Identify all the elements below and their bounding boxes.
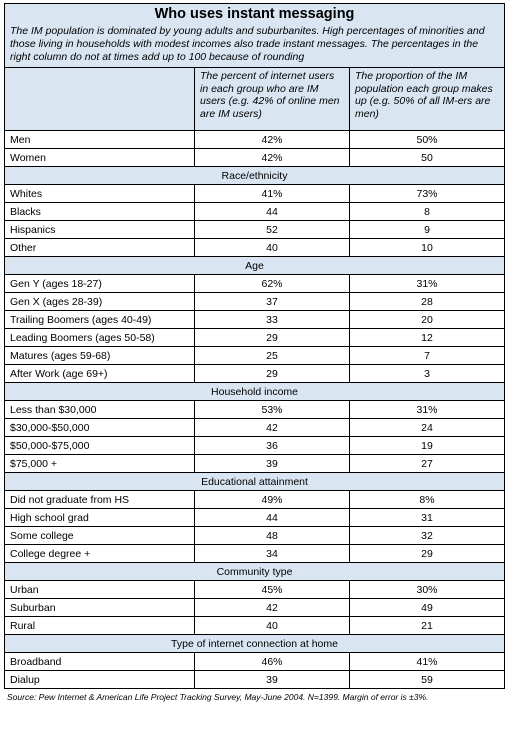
- row-label: Whites: [5, 185, 195, 203]
- row-label: College degree +: [5, 545, 195, 563]
- pct-of-group-cell: 42%: [195, 131, 350, 149]
- pct-of-im-cell: 30%: [350, 581, 505, 599]
- section-header-row: [5, 383, 505, 401]
- section-header-row: [5, 635, 505, 653]
- source-note: Source: Pew Internet & American Life Project Tracking Survey, May-June 2004. N=1399. Margin of error is ±3%.: [7, 692, 429, 702]
- table-row: [5, 653, 505, 671]
- row-label: Urban: [5, 581, 195, 599]
- row-label: Hispanics: [5, 221, 195, 239]
- header-blank-cell: [5, 68, 195, 131]
- row-label: Dialup: [5, 671, 195, 689]
- pct-of-group-cell: 62%: [195, 275, 350, 293]
- row-label: Women: [5, 149, 195, 167]
- pct-of-group-cell: 44: [195, 203, 350, 221]
- row-label: Gen X (ages 28-39): [5, 293, 195, 311]
- table-row: [5, 545, 505, 563]
- table-row: [5, 455, 505, 473]
- row-label: Trailing Boomers (ages 40-49): [5, 311, 195, 329]
- row-label: $30,000-$50,000: [5, 419, 195, 437]
- section-header-row: [5, 473, 505, 491]
- section-header-row: [5, 167, 505, 185]
- column-header-pct-of-im: The proportion of the IM population each group makes up (e.g. 50% of all IM-ers are men): [350, 68, 505, 131]
- section-header-row: [5, 257, 505, 275]
- pct-of-im-cell: 50%: [350, 131, 505, 149]
- pct-of-im-cell: 7: [350, 347, 505, 365]
- row-label: High school grad: [5, 509, 195, 527]
- pct-of-group-cell: 48: [195, 527, 350, 545]
- table-row: [5, 329, 505, 347]
- pct-of-im-cell: 27: [350, 455, 505, 473]
- table-row: [5, 401, 505, 419]
- section-header-row: [5, 563, 505, 581]
- pct-of-im-cell: 21: [350, 617, 505, 635]
- table-row: [5, 311, 505, 329]
- row-label: $50,000-$75,000: [5, 437, 195, 455]
- pct-of-im-cell: 19: [350, 437, 505, 455]
- row-label: Rural: [5, 617, 195, 635]
- pct-of-group-cell: 33: [195, 311, 350, 329]
- row-label: Suburban: [5, 599, 195, 617]
- pct-of-im-cell: 24: [350, 419, 505, 437]
- pct-of-group-cell: 40: [195, 239, 350, 257]
- row-label: After Work (age 69+): [5, 365, 195, 383]
- table-row: [5, 437, 505, 455]
- table-row: [5, 293, 505, 311]
- pct-of-group-cell: 45%: [195, 581, 350, 599]
- pct-of-im-cell: 3: [350, 365, 505, 383]
- row-label: Men: [5, 131, 195, 149]
- pct-of-im-cell: 31%: [350, 401, 505, 419]
- table-row: [5, 131, 505, 149]
- section-label: Type of internet connection at home: [5, 635, 505, 653]
- pct-of-group-cell: 42: [195, 599, 350, 617]
- row-label: Blacks: [5, 203, 195, 221]
- pct-of-group-cell: 39: [195, 671, 350, 689]
- pct-of-im-cell: 73%: [350, 185, 505, 203]
- row-label: Less than $30,000: [5, 401, 195, 419]
- row-label: Some college: [5, 527, 195, 545]
- table-row: [5, 365, 505, 383]
- section-label: Community type: [5, 563, 505, 581]
- table-row: [5, 581, 505, 599]
- im-usage-table: [4, 3, 505, 689]
- pct-of-im-cell: 31%: [350, 275, 505, 293]
- table-row: [5, 275, 505, 293]
- pct-of-im-cell: 12: [350, 329, 505, 347]
- pct-of-group-cell: 29: [195, 365, 350, 383]
- pct-of-group-cell: 42: [195, 419, 350, 437]
- table-row: [5, 347, 505, 365]
- pct-of-group-cell: 39: [195, 455, 350, 473]
- pct-of-im-cell: 28: [350, 293, 505, 311]
- row-label: Broadband: [5, 653, 195, 671]
- table-row: [5, 221, 505, 239]
- pct-of-group-cell: 37: [195, 293, 350, 311]
- table-row: [5, 203, 505, 221]
- table-row: [5, 509, 505, 527]
- row-label: Other: [5, 239, 195, 257]
- section-label: Age: [5, 257, 505, 275]
- table-row: [5, 617, 505, 635]
- section-label: Educational attainment: [5, 473, 505, 491]
- pct-of-group-cell: 53%: [195, 401, 350, 419]
- pct-of-group-cell: 42%: [195, 149, 350, 167]
- pct-of-group-cell: 41%: [195, 185, 350, 203]
- im-table-figure: [4, 3, 504, 702]
- table-row: [5, 239, 505, 257]
- pct-of-im-cell: 32: [350, 527, 505, 545]
- table-row: [5, 599, 505, 617]
- table-row: [5, 419, 505, 437]
- pct-of-im-cell: 9: [350, 221, 505, 239]
- pct-of-im-cell: 8%: [350, 491, 505, 509]
- pct-of-im-cell: 41%: [350, 653, 505, 671]
- pct-of-group-cell: 34: [195, 545, 350, 563]
- row-label: $75,000 +: [5, 455, 195, 473]
- pct-of-im-cell: 8: [350, 203, 505, 221]
- table-body: [5, 131, 505, 689]
- pct-of-group-cell: 40: [195, 617, 350, 635]
- pct-of-im-cell: 50: [350, 149, 505, 167]
- row-label: Did not graduate from HS: [5, 491, 195, 509]
- pct-of-group-cell: 46%: [195, 653, 350, 671]
- section-label: Race/ethnicity: [5, 167, 505, 185]
- pct-of-group-cell: 44: [195, 509, 350, 527]
- pct-of-im-cell: 29: [350, 545, 505, 563]
- row-label: Gen Y (ages 18-27): [5, 275, 195, 293]
- pct-of-im-cell: 20: [350, 311, 505, 329]
- pct-of-group-cell: 52: [195, 221, 350, 239]
- row-label: Matures (ages 59-68): [5, 347, 195, 365]
- table-row: [5, 149, 505, 167]
- pct-of-im-cell: 49: [350, 599, 505, 617]
- row-label: Leading Boomers (ages 50-58): [5, 329, 195, 347]
- table-title: Who uses instant messaging: [5, 4, 505, 25]
- pct-of-group-cell: 29: [195, 329, 350, 347]
- pct-of-im-cell: 10: [350, 239, 505, 257]
- section-label: Household income: [5, 383, 505, 401]
- pct-of-group-cell: 36: [195, 437, 350, 455]
- table-row: [5, 671, 505, 689]
- pct-of-group-cell: 25: [195, 347, 350, 365]
- table-row: [5, 185, 505, 203]
- table-row: [5, 527, 505, 545]
- pct-of-group-cell: 49%: [195, 491, 350, 509]
- pct-of-im-cell: 31: [350, 509, 505, 527]
- table-row: [5, 491, 505, 509]
- pct-of-im-cell: 59: [350, 671, 505, 689]
- column-header-pct-of-group: The percent of internet users in each group who are IM users (e.g. 42% of online men are IM users): [195, 68, 350, 131]
- table-intro: The IM population is dominated by young adults and suburbanites. High percentages of minorities and those living in households with modest incomes also trade instant messages. The percentages in the right column do not at times add up to 100 because of rounding: [5, 24, 505, 68]
